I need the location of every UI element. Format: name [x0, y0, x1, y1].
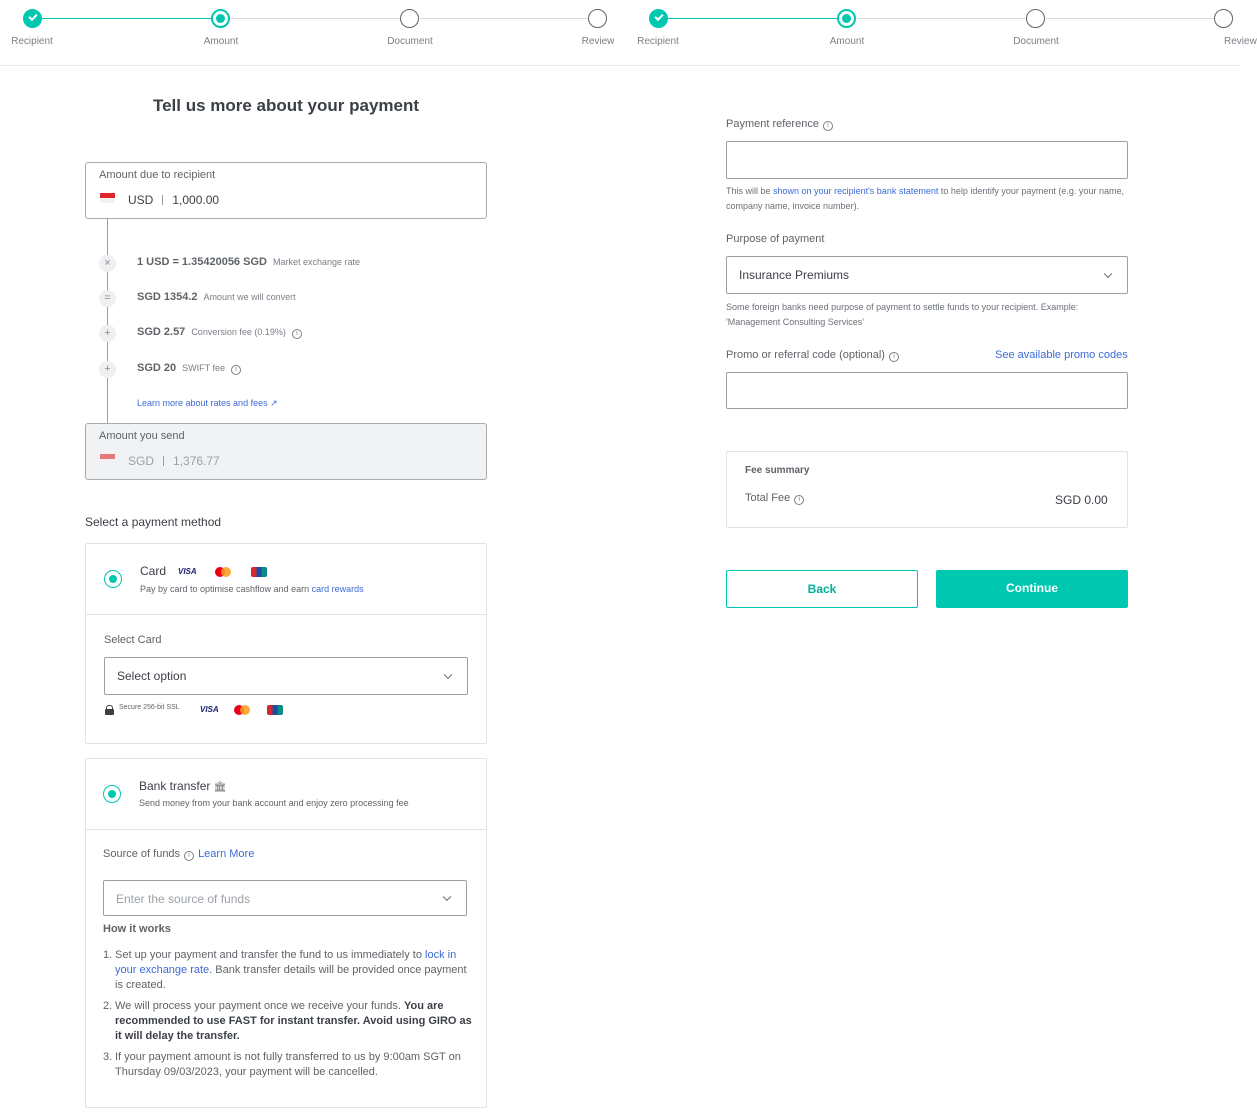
lock-rate-link[interactable]: lock in your exchange rate	[115, 949, 457, 976]
amount-due-label: Amount due to recipient	[99, 169, 216, 181]
step-amount-current-icon	[211, 9, 230, 28]
select-card-label: Select Card	[104, 634, 162, 646]
how-it-works-list	[103, 948, 473, 1086]
source-of-funds-label: Source of funds i Learn More	[103, 848, 255, 860]
how-it-works-step: 3. If your payment amount is not fully transferred to us by 9:00am SGT on Thursday 09/03/2023, your payment will be cancelled.	[103, 1051, 461, 1078]
mastercard-icon	[234, 705, 250, 715]
equals-icon: =	[99, 290, 116, 307]
plus-icon: +	[99, 325, 116, 342]
step-document-icon	[1026, 9, 1045, 28]
promo-label: Promo or referral code (optional) i	[726, 349, 899, 362]
payment-method-heading: Select a payment method	[85, 515, 222, 529]
select-card-value: Select option	[117, 669, 187, 683]
lock-icon	[105, 705, 114, 714]
step-review-icon	[1214, 9, 1233, 28]
step-label-document: Document	[1013, 36, 1059, 47]
select-card-dropdown[interactable]	[104, 657, 468, 695]
visa-icon: VISA	[178, 567, 197, 576]
info-icon[interactable]: i	[231, 365, 241, 375]
amount-due-field[interactable]	[85, 162, 487, 219]
learn-more-rates-link[interactable]: Learn more about rates and fees ↗	[137, 398, 278, 408]
step-label-recipient: Recipient	[11, 36, 53, 47]
breakdown-timeline	[107, 218, 108, 423]
convert-amount-row: SGD 1354.2 Amount we will convert	[137, 291, 296, 303]
external-link-icon: ↗	[270, 398, 278, 408]
info-icon[interactable]: i	[889, 352, 899, 362]
info-icon[interactable]: i	[292, 329, 302, 339]
purpose-hint: Some foreign banks need purpose of payment to settle funds to your recipient. Example: 'Management Consulting Services'	[726, 302, 1079, 327]
payment-reference-input[interactable]	[726, 141, 1128, 179]
amount-send-currency: SGD	[128, 454, 155, 468]
chevron-down-icon	[444, 671, 452, 679]
source-of-funds-dropdown[interactable]	[103, 880, 467, 916]
amount-due-currency[interactable]: USD	[128, 193, 154, 207]
step-label-review: Review	[1224, 36, 1257, 47]
back-button[interactable]: Back	[726, 570, 918, 608]
learn-more-link[interactable]: Learn More	[198, 848, 255, 860]
amount-send-field	[85, 423, 487, 480]
exchange-rate-row: 1 USD = 1.35420056 SGD Market exchange rate	[137, 256, 360, 268]
card-radio[interactable]	[104, 570, 122, 588]
info-icon[interactable]: i	[794, 495, 804, 505]
total-fee-value: SGD 0.00	[1055, 493, 1108, 507]
step-document-icon	[400, 9, 419, 28]
swift-fee-row: SGD 20 SWIFT fee i	[137, 362, 241, 375]
payment-reference-label: Payment reference i	[726, 118, 833, 131]
how-it-works-step: 1. Set up your payment and transfer the fund to us immediately to lock in your exchange rate. Bank transfer details will be provided once payment is created.	[103, 949, 467, 991]
bank-transfer-description: Send money from your bank account and enjoy zero processing fee	[139, 798, 409, 808]
step-label-amount: Amount	[203, 36, 239, 47]
unionpay-icon	[251, 567, 267, 577]
fee-summary-title: Fee summary	[745, 465, 810, 476]
step-review-icon	[588, 9, 607, 28]
purpose-dropdown[interactable]	[726, 256, 1128, 294]
sg-flag-icon	[100, 454, 115, 464]
bank-transfer-title: Bank transfer 🏛	[139, 779, 227, 793]
sg-flag-icon	[100, 193, 115, 203]
card-title: Card	[140, 564, 167, 578]
promo-code-input[interactable]	[726, 372, 1128, 409]
see-promo-codes-link[interactable]: See available promo codes	[995, 349, 1128, 361]
visa-icon: VISA	[200, 705, 219, 714]
purpose-value: Insurance Premiums	[739, 268, 850, 282]
how-it-works-step: 2. We will process your payment once we receive your funds. You are recommended to use FAST for instant transfer. Avoid using GIRO as it will delay the transfer.	[103, 1000, 472, 1042]
step-label-amount: Amount	[829, 36, 865, 47]
bank-statement-link[interactable]: shown on your recipient's bank statement	[773, 186, 939, 196]
total-fee-label: Total Fee i	[745, 492, 804, 505]
plus-icon: +	[99, 361, 116, 378]
payment-reference-hint: This will be shown on your recipient's bank statement to help identify your payment (e.g. your name, company name, invoice number).	[726, 186, 1124, 211]
bank-icon: 🏛	[213, 782, 227, 793]
mastercard-icon	[215, 567, 231, 577]
info-icon[interactable]: i	[823, 121, 833, 131]
how-it-works-title: How it works	[103, 923, 171, 935]
purpose-label: Purpose of payment	[726, 233, 825, 245]
amount-send-value: 1,376.77	[173, 454, 220, 468]
header-divider	[0, 65, 1239, 66]
chevron-down-icon	[443, 893, 451, 901]
info-icon[interactable]: i	[184, 851, 194, 861]
amount-due-value[interactable]: 1,000.00	[172, 193, 220, 207]
conversion-fee-row: SGD 2.57 Conversion fee (0.19%) i	[137, 326, 302, 339]
chevron-down-icon	[1104, 270, 1112, 278]
secure-ssl-text: Secure 256-bit SSL	[119, 704, 180, 711]
bank-transfer-radio[interactable]	[103, 785, 121, 803]
step-amount-current-icon	[837, 9, 856, 28]
amount-send-label: Amount you send	[99, 430, 185, 442]
step-label-recipient: Recipient	[637, 36, 679, 47]
multiply-icon: ×	[99, 255, 116, 272]
card-rewards-link[interactable]: card rewards	[311, 584, 364, 594]
unionpay-icon	[267, 705, 283, 715]
stepper-duplicate	[626, 0, 1257, 66]
stepper	[0, 0, 620, 66]
step-recipient-check-icon	[23, 9, 42, 28]
page-title: Tell us more about your payment	[152, 96, 420, 115]
card-description: Pay by card to optimise cashflow and earn card rewards	[140, 584, 364, 594]
continue-button[interactable]: Continue	[936, 570, 1128, 608]
step-recipient-check-icon	[649, 9, 668, 28]
step-label-review: Review	[581, 36, 615, 47]
source-of-funds-placeholder: Enter the source of funds	[116, 892, 251, 906]
fee-summary-card	[726, 451, 1128, 528]
step-label-document: Document	[387, 36, 433, 47]
